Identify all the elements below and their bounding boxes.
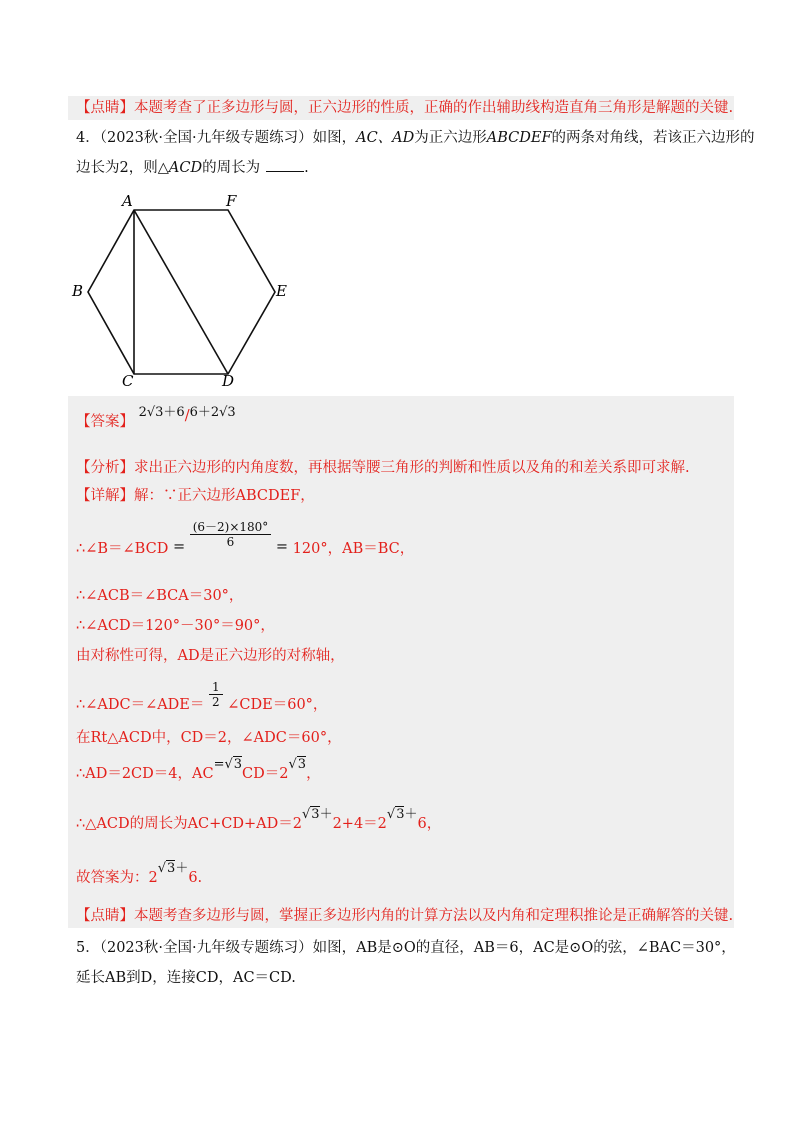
q4-line2-a: 边长为2，则△ [76,160,169,176]
q4-hex-name: ABCDEF [486,130,552,146]
detail-line10 [76,861,203,889]
answer-sep: / [184,408,190,424]
point-text: 本题考查多边形与圆，掌握正多边形内角的计算方法以及内角和定理积推论是正确解答的关键. [134,908,734,924]
detail-l8-b: CD＝2 [242,766,289,782]
label-b: B [72,282,84,300]
answer-tag: 【答案】 [76,414,134,430]
label-d: D [222,372,235,388]
detail-l9-c: 6， [417,816,442,832]
detail-l6-b: ∠CDE＝60°， [227,696,328,713]
hexagon-figure [60,188,300,388]
detail-l8-c: ， [306,766,321,782]
point-line [76,906,733,926]
analysis-text: 求出正六边形的内角度数，再根据等腰三角形的判断和性质以及角的和差关系即可求解. [134,460,690,476]
detail-line2: ∴∠B＝∠BCD = $\frac{(6-2)\times 180^\circ}{6}$ = 120°，AB＝BC， [76,520,415,557]
fraction-interior-angle: $\frac{(6-2)\times 180^\circ}{6}$ [190,520,272,549]
label-c: C [122,372,134,388]
detail-l9-b: 2+4＝2 [332,816,387,832]
answer-expr1: 2√3＋6 [138,405,185,420]
detail-l8-a: ∴AD＝2CD＝4，AC [76,766,214,782]
answer-blank [266,159,304,172]
sqrt3-a: =√3 [213,757,243,772]
prev-point-tag: 【点睛】 [76,100,134,116]
sqrt3-e: √3＋ [157,861,189,876]
prev-point-line [76,98,733,118]
detail-line4: ∴∠ACD＝120°－30°＝90°， [76,618,275,634]
detail-tag: 【详解】 [76,488,134,504]
detail-l1: 解：∵正六边形ABCDEF， [134,488,315,504]
q4-text-b: 为正六边形 [414,130,487,146]
detail-line5: 由对称性可得，AD是正六边形的对称轴， [76,648,345,664]
detail-line9 [76,807,442,835]
sqrt3-b: √3 [288,757,307,772]
q5-line1 [76,938,736,958]
detail-l10-b: 6. [188,870,203,886]
label-e: E [276,282,287,300]
label-a: A [122,192,133,210]
detail-l10-a: 故答案为：2 [76,870,158,886]
sqrt3-d: √3＋ [386,807,418,822]
detail-l6-a: ∴∠ADC＝∠ADE＝ [76,696,205,713]
fraction-half: $\frac{1}{2}$ [209,680,223,709]
detail-l2-b: 120°，AB＝BC， [292,540,415,557]
detail-line1 [76,486,315,506]
q4-line2-tri: ACD [168,160,203,176]
detail-line6 [76,680,327,716]
q4-line2-end: . [304,160,309,176]
detail-line7: 在Rt△ACD中，CD＝2，∠ADC＝60°， [76,730,342,746]
q4-line1 [76,128,755,148]
analysis-tag: 【分析】 [76,460,134,476]
detail-line3: ∴∠ACB＝∠BCA＝30°， [76,588,244,604]
detail-line8 [76,757,321,785]
q4-text-c: 的两条对角线，若该正六边形的 [551,130,755,146]
q5-line2: 延长AB到D，连接CD，AC＝CD. [76,970,296,986]
answer-line [76,405,236,433]
label-f: F [226,192,237,210]
q4-line2-b: 的周长为 [202,160,261,176]
detail-l9-a: ∴△ACD的周长为AC+CD+AD＝2 [76,816,302,832]
diagonal-ad [134,210,228,374]
q5-text1: （2023秋·全国·九年级专题练习）如图，AB是⊙O的直径，AB＝6，AC是⊙O的弦，∠BAC＝30°， [99,940,736,956]
q4-number: 4． [76,130,100,146]
analysis-line [76,458,690,478]
q5-number: 5． [76,940,100,956]
answer-expr2: 6＋2√3 [189,405,236,420]
q4-line2 [76,158,309,178]
q4-diagonals: AC、AD [356,130,415,146]
q4-source: （2023秋·全国·九年级专题练习）如图， [99,130,357,146]
prev-point-text: 本题考查了正多边形与圆，正六边形的性质，正确的作出辅助线构造直角三角形是解题的关键. [134,100,734,116]
sqrt3-c: √3＋ [301,807,333,822]
detail-l2-a: ∴∠B＝∠BCD [76,540,169,557]
point-tag: 【点睛】 [76,908,134,924]
